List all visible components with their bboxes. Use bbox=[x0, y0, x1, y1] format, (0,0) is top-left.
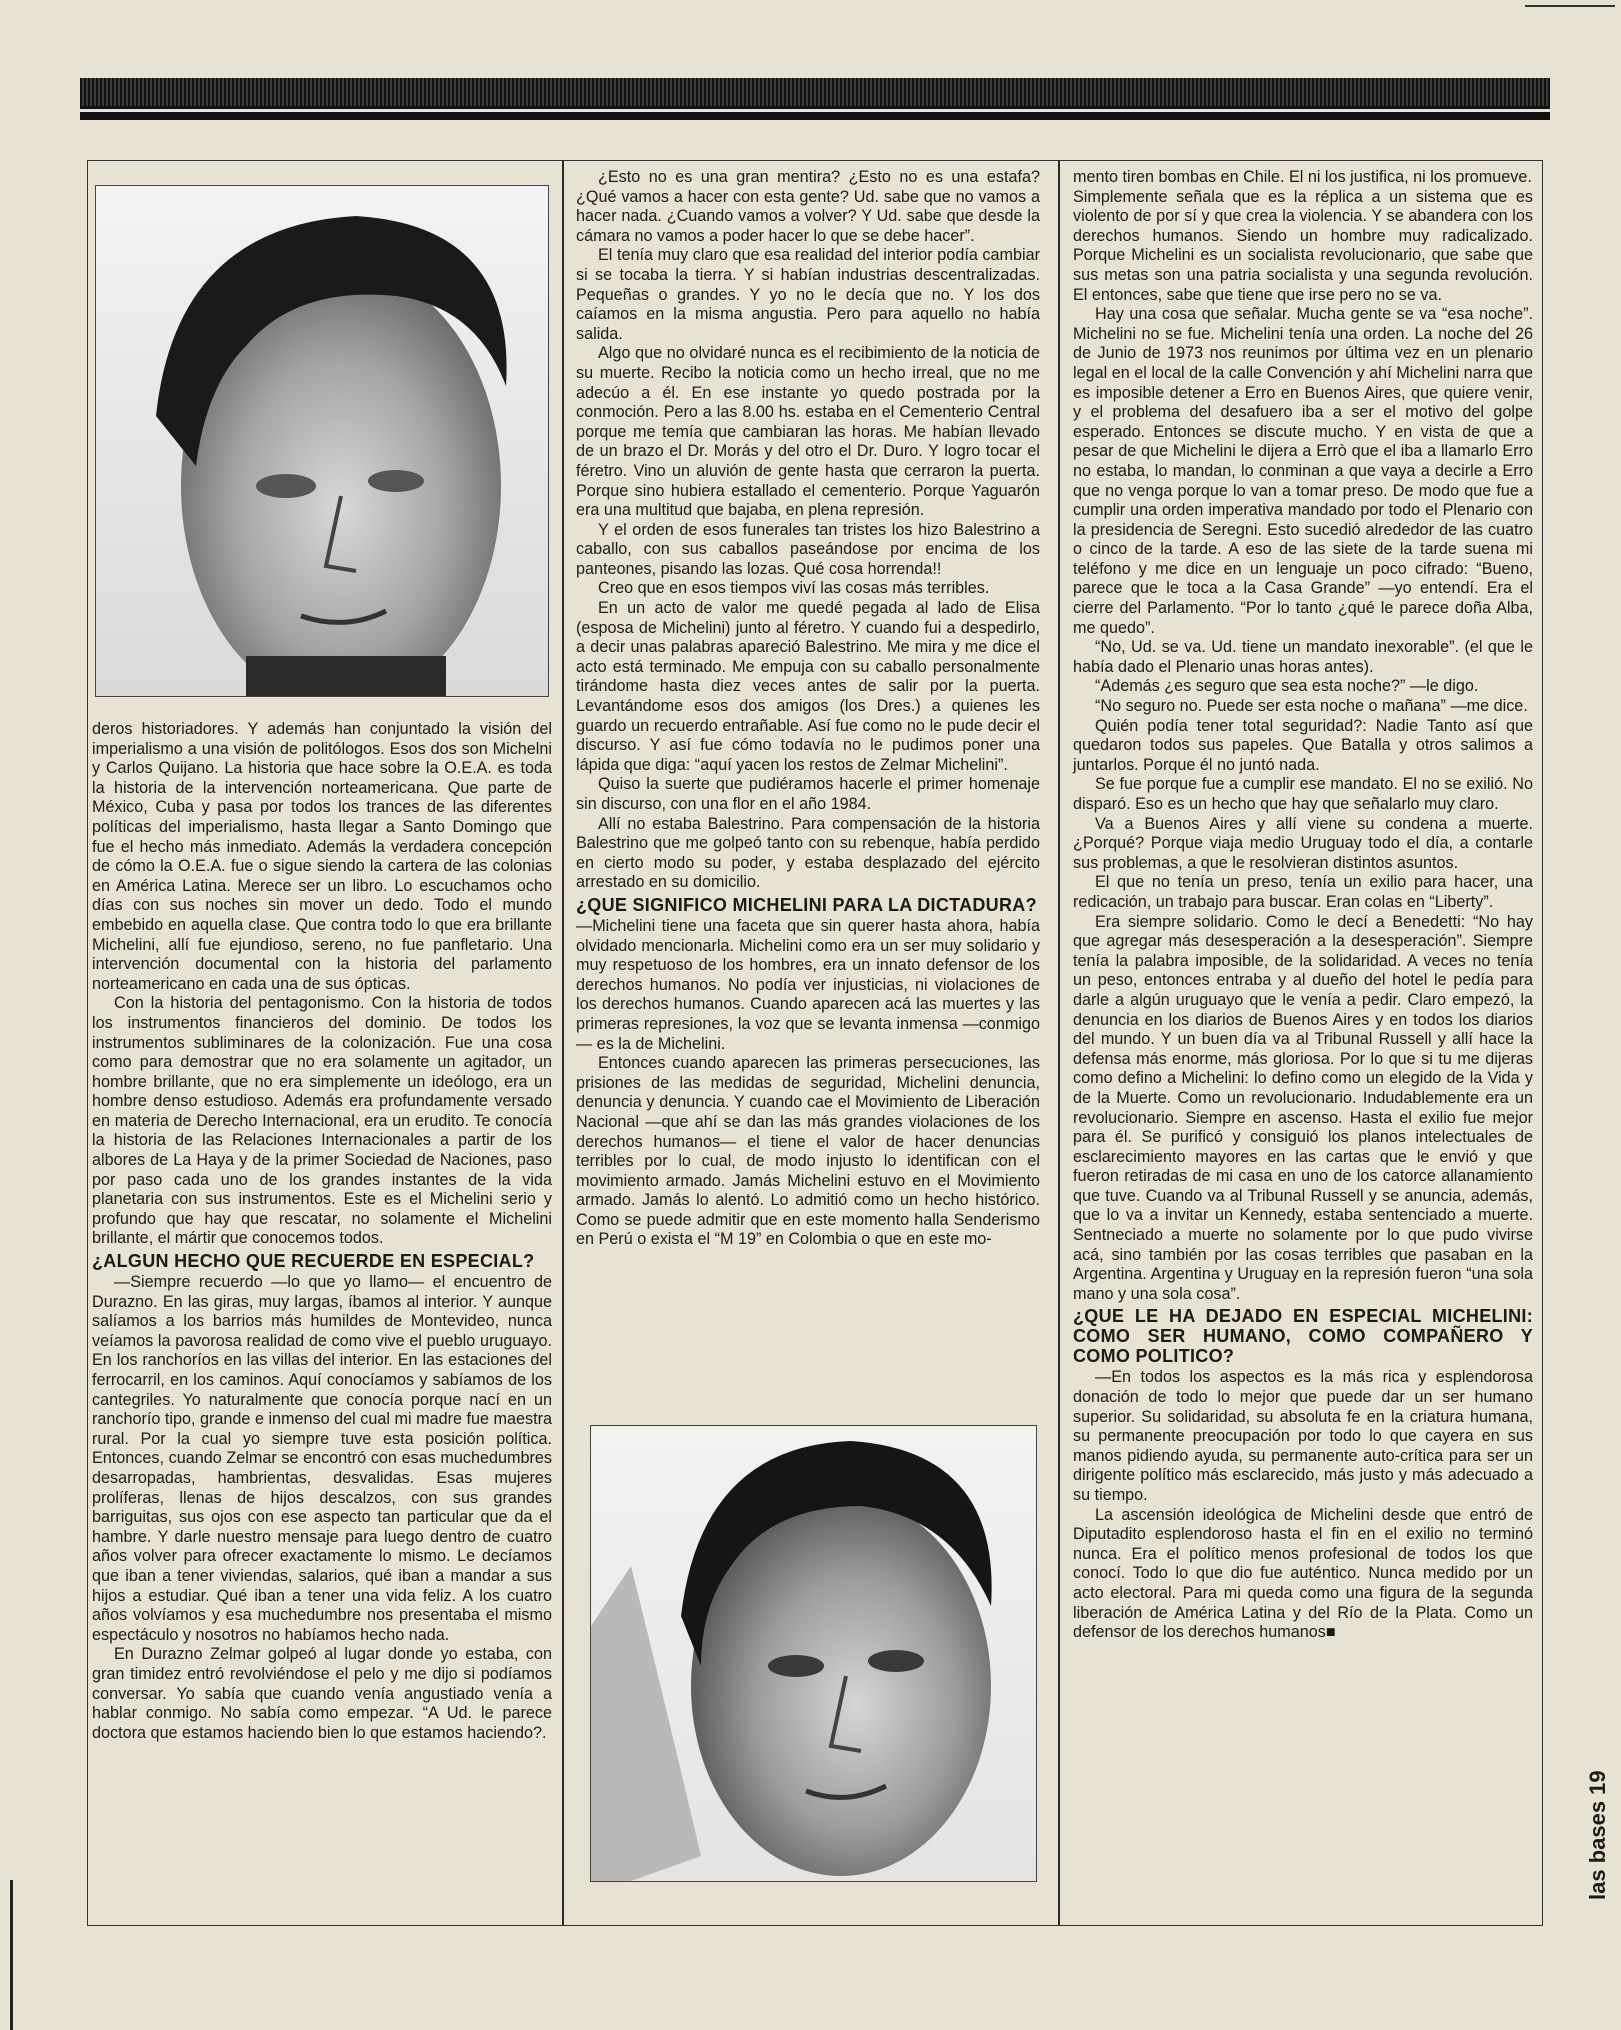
paragraph: Creo que en esos tiempos viví las cosas más terribles. bbox=[598, 579, 990, 598]
paragraph: Se fue porque fue a cumplir ese mandato. El no se exilió. No disparó. Eso es un hecho que hay que señalarlo muy claro. bbox=[1073, 775, 1533, 813]
paragraph: Era siempre solidario. Como le decí a Benedetti: “No hay que agregar más desesperación a la desesperación”. Siempre tenía la palabra imposible, de la solidaridad. A veces no tenía un peso, entonces entraba y al dueño del hotel le pedía para darle a algún uruguayo que le venía a pedir. Claro empezó, la denuncia en los diarios de Buenos Aires y en todos los diarios del mundo. Y un buen día va al Tribunal Russell y allí hace la defensa más enorme, más gloriosa. Por lo que si tu me dijeras como defino a Michelini: lo defino como un elegido de la Vida y de la Muerte. Como un revolucionario. Indudablemente era un revolucionario. Siempre en ascenso. Hasta el exilio fue mejor para él. Se purificó y consiguió los planos intelectuales de esclarecimiento mayores en las cartas que le envió y que fueron retiradas de mi casa en uno de los catorce allanamiento que tuve. Cuando va al Tribunal Russell y se anuncia, además, que lo va a invitar un Kennedy, estaba sentenciado a muerte. Sentneciado a muerte no solamente por lo que pudo vivirse acá, sino también por las cosas terribles que pasaban en la Argentina. Argentina y Uruguay en la represión fueron “una sola mano y una sola cosa”. bbox=[1073, 912, 1533, 1303]
paragraph: En Durazno Zelmar golpeó al lugar donde yo estaba, con gran timidez entró revolviéndose el pelo y me dijo si podíamos conversar. Yo sabía que cuando venía angustiado venía a hablar conmigo. No sabía como empezar. “A Ud. le parece doctora que estamos haciendo bien lo que estamos haciendo?. bbox=[92, 1645, 552, 1742]
portrait-photo-1 bbox=[95, 185, 549, 697]
section-heading: ¿QUE SIGNIFICO MICHELINI PARA LA DICTADURA? bbox=[576, 894, 1037, 915]
page-number bbox=[1555, 1700, 1610, 1900]
paragraph: “No seguro no. Puede ser esta noche o mañana” —me dice. bbox=[1095, 697, 1528, 716]
paragraph: deros historiadores. Y además han conjuntado la visión del imperialismo a una visión de politólogos. Esos dos son Michelni y Carlos Quijano. La historia que hace sobre la O.E.A. es toda la historia de la intervención norteamericana. Que parte de México, Cuba y pasa por todos los trances de las diferentes políticas del imperialismo, hasta llegar a Santo Domingo que fue el hecho más inmediato. Además la verdadera concepción de cómo la O.E.A. fue o sigue siendo la cartera de las colonias en América Latina. Merece ser un libro. Lo escuchamos ocho días con sus noches sin mover un dedo. Todo el mundo embebido en aquella clase. Que contra todo lo que era brillante Michelini, allí fue ejundioso, sereno, no fue panfletario. Una intervención documental con la historia del parlamento norteamericano en cada una de sus ópticas. bbox=[92, 720, 552, 993]
paragraph: Algo que no olvidaré nunca es el recibimiento de la noticia de su muerte. Recibo la noticia como un hecho irreal, que no me adecúo a él. En ese instante yo quedo postrada por la conmoción. Pero a las 8.00 hs. estaba en el Cementerio Central porque me temía que cambiaran las horas. Me habían llevado de un brazo el Dr. Morás y del otro el Dr. Duro. Y logro tocar el féretro. Vino un aluvión de gente hasta que cerraron la puerta. Porque sino hubiera estallado el cementerio. Porque Yaguarón era una multitud que bajaba, en plena represión. bbox=[576, 344, 1040, 520]
paragraph: La ascensión ideológica de Michelini desde que entró de Diputadito esplendoroso hasta el fin en el exilio no terminó nunca. Era el político menos profesional de todos los que conocí. Todo lo que dio fue auténtico. Nunca medido por un acto electoral. Para mi queda como una figura de la segunda liberación de América Latina y del Río de la Plata. Como un defensor de los derechos humanos■ bbox=[1073, 1505, 1533, 1642]
paragraph: “Además ¿es seguro que sea esta noche?” —le digo. bbox=[1095, 677, 1479, 696]
corner-rule bbox=[1525, 5, 1615, 7]
paragraph: Quién podía tener total seguridad?: Nadie Tanto así que quedaron todos sus papeles. Que Batalla y otros salimos a juntarlos. Porque él no juntó nada. bbox=[1073, 716, 1533, 774]
column-divider-2 bbox=[1058, 160, 1060, 1926]
paragraph: Allí no estaba Balestrino. Para compensación de la historia Balestrino que me golpeó tanto con su rebenque, había perdido en cierto modo su poder, y estaba desplazado del ejército arrestado en su domicilio. bbox=[576, 814, 1040, 892]
paragraph: Va a Buenos Aires y allí viene su condena a muerte. ¿Porqué? Porque viaja medio Uruguay todo el día, a contarle sus problemas, a que le resolvieran distintos asuntos. bbox=[1073, 814, 1533, 872]
paragraph: En un acto de valor me quedé pegada al lado de Elisa (esposa de Michelini) junto al féretro. Y cuando fui a despedirlo, a decir unas palabras apareció Balestrino. Me mira y me dice el acto está terminado. Me empuja con su caballo personalmente tirándome hasta diez veces antes de salir por la puerta. Levantándome esos dos amigos (los Dres.) a quienes les guardo un recuerdo entrañable. Así fue como no le pude decir el discurso. Y así fue cómo todavía no le pudimos poner una lápida que diga: “aquí yacen los restos de Zelmar Michelini”. bbox=[576, 599, 1040, 774]
article-column-2 bbox=[576, 168, 1040, 1250]
paragraph: Hay una cosa que señalar. Mucha gente se va “esa noche”. Michelini no se fue. Michelini tenía una orden. La noche del 26 de Junio de 1973 nos reunimos por última vez en un plenario legal en el local de la calle Convención y ahí Michelini narra que es imposible detener a Erro en Buenos Aires, que quiere venir, y el problema del desafuero iba a ser el motivo del golpe esperado. Entonces se discute mucho. Y en vista de que a pesar de que Michelini le dijera a Errò que el iba a llamarlo Erro no estaba, lo mandan, lo conminan a que vaya a decirle a Erro que no venga porque lo van a tomar preso. De modo que fue a cumplir una orden imperativa mandado por todo el Plenario con la presidencia de Seregni. Esto sucedió alrededor de las cuatro o cinco de la tarde. A eso de las siete de la tarde suena mi teléfono y me dice en un lenguaje un poco cifrado: “Bueno, parece que le toca a la Casa Grande” —yo entendí. Era el cierre del Parlamento. “Por lo tanto ¿qué le parece doña Alba, me quedo”. bbox=[1073, 305, 1533, 637]
paragraph: mento tiren bombas en Chile. El ni los justifica, ni los promueve. bbox=[1073, 168, 1532, 186]
paragraph: —En todos los aspectos es la más rica y esplendorosa donación de todo lo mejor que puede dar un ser humano superior. Su solidaridad, su absoluta fe en la criatura humana, su permanente preocupación por todo lo que cayera en sus manos pidiendo ayuda, su permanente auto-crítica para ser un dirigente político más esclarecido, más justo y más adecuado a su tiempo. bbox=[1073, 1368, 1533, 1504]
portrait-photo-2-svg bbox=[591, 1426, 1036, 1881]
portrait-photo-2 bbox=[590, 1425, 1037, 1882]
top-thick-rule bbox=[80, 112, 1550, 120]
section-heading: ¿QUE LE HA DEJADO EN ESPECIAL MICHELINI: COMO SER HUMANO, COMO COMPAÑERO Y COMO POLITICO? bbox=[1073, 1306, 1533, 1367]
paragraph: ¿Esto no es una gran mentira? ¿Esto no es una estafa? ¿Qué vamos a hacer con esta gente? Ud. sabe que no vamos a hacer nada. ¿Cuando vamos a volver? Y Ud. sabe que desde la cámara no vamos a poder hacer lo que se debe hacer”. bbox=[576, 168, 1040, 245]
paragraph: “No, Ud. se va. Ud. tiene un mandato inexorable”. (el que le había dado el Plenario unas horas antes). bbox=[1073, 638, 1533, 676]
left-margin-mark bbox=[10, 1880, 13, 2030]
page-number-label: las bases 19 bbox=[1585, 1770, 1610, 1900]
section-heading: ¿ALGUN HECHO QUE RECUERDE EN ESPECIAL? bbox=[92, 1251, 535, 1272]
paragraph: —Siempre recuerdo —lo que yo llamo— el encuentro de Durazno. En las giras, muy largas, íbamos al interior. Y aunque salíamos a los barrios más humildes de Montevideo, nunca veíamos la pavorosa realidad de como vive el pueblo uruguayo. En los ranchoríos en las villas del interior. En las estaciones del ferrocarril, en los caminos. Aquí conocíamos y sabíamos de los cantegriles. Yo naturalmente que conocía porque nací en un ranchorío tipo, grande e inmenso del cual mi madre fue maestra rural. Por la cual yo siempre tuve esta posición política. Entonces, cuando Zelmar se encontró con esas muchedumbres desarropadas, hambrientas, desvalidas. Esas mujeres prolíferas, llenas de hijos descalzos, con sus grandes barriguitas, sus ojos con ese aspecto tan particular que da el hambre. Y darle nuestro mensaje para luego dentro de cuatro años volver para ofrecer exactamente lo mismo. Le decíamos que iban a tener viviendas, salarios, qué iban a mandar a sus hijos a estudiar. Qué iban a tener una vida feliz. A los cuatro años volvíamos y esa muchedumbre nos presentaba el mismo espectáculo y nosotros no habíamos hecho nada. bbox=[92, 1273, 552, 1644]
paragraph: El tenía muy claro que esa realidad del interior podía cambiar si se tocaba la tierra. Y si habían industrias descentralizadas. Pequeñas o grandes. Y yo no le decía que no. Y los dos caíamos en la misma angustia. Pero para aquello no había salida. bbox=[576, 246, 1040, 343]
paragraph: Quiso la suerte que pudiéramos hacerle el primer homenaje sin discurso, con una flor en el año 1984. bbox=[576, 775, 1040, 813]
paragraph: El que no tenía un preso, tenía un exilio para hacer, una redicación, un trabajo para buscar. Eran colas en “Liberty”. bbox=[1073, 873, 1533, 911]
article-column-3 bbox=[1073, 168, 1533, 1643]
column-divider-1 bbox=[562, 160, 564, 1926]
paragraph: Y el orden de esos funerales tan tristes los hizo Balestrino a caballo, con sus caballos paseándose por encima de los panteones, pisando las lozas. Qué cosa horrenda!! bbox=[576, 520, 1040, 578]
top-decorative-bar bbox=[80, 78, 1550, 109]
portrait-photo-1-svg bbox=[96, 186, 548, 696]
paragraph: —Michelini tiene una faceta que sin querer hasta ahora, había olvidado mencionarla. Michelini como era un ser muy solidario y muy respetuoso de los hombres, era un innato defensor de los derechos humanos. No podía ver injusticias, ni violaciones de los derechos humanos. Cuando aparecen acá las muertes y las primeras represiones, la voz que se levanta inmensa —conmigo— es la de Michelini. bbox=[576, 916, 1040, 1053]
paragraph: Con la historia del pentagonismo. Con la historia de todos los instrumentos financieros del dominio. De todos los instrumentos subliminares de la colonización. Fue una cosa como para demostrar que no era solamente un agitador, un hombre brillante, que no era simplemente un ideólogo, era un hombre denso estudioso. Además era profundamente versado en materia de Derecho Internacional, era un erudito. Te conocía la historia de las Relaciones Internacionales a partir de los albores de La Haya y de la primer Sociedad de Naciones, paso por paso cada uno de los grandes instantes de la vida planetaria con sus instrumentos. Este es el Michelini serio y profundo que hay que rescatar, no solamente el Michelini brillante, el mártir que conocemos todos. bbox=[92, 994, 552, 1248]
paragraph: Simplemente señala que es la réplica a un sistema que es violento de por sí y que crea la violencia. Y se abandera con los derechos humanos. Siendo un hombre muy radicalizado. Porque Michelini es un socialista revolucionario, que sabe que sus metas son una patria socialista y una segunda revolución. El entonces, sabe que tiene que irse pero no se va. bbox=[1073, 187, 1533, 304]
column-1-text bbox=[92, 720, 552, 1743]
paragraph: Entonces cuando aparecen las primeras persecuciones, las prisiones de las medidas de seguridad, Michelini denuncia, denuncia y denuncia. Y cuando cae el Movimiento de Liberación Nacional —que ahí se dan las más grandes violaciones de los derechos humanos— el tiene el valor de hacer denuncias terribles por lo cual, de modo injusto lo identifican con el movimiento armado. Jamás Michelini estuvo en el Movimiento armado. Jamás lo alentó. Lo admitió como un hecho histórico. Como se puede admitir que en este momento halla Senderismo en Perú o exista el “M 19” en Colombia o que en este mo- bbox=[576, 1054, 1040, 1249]
